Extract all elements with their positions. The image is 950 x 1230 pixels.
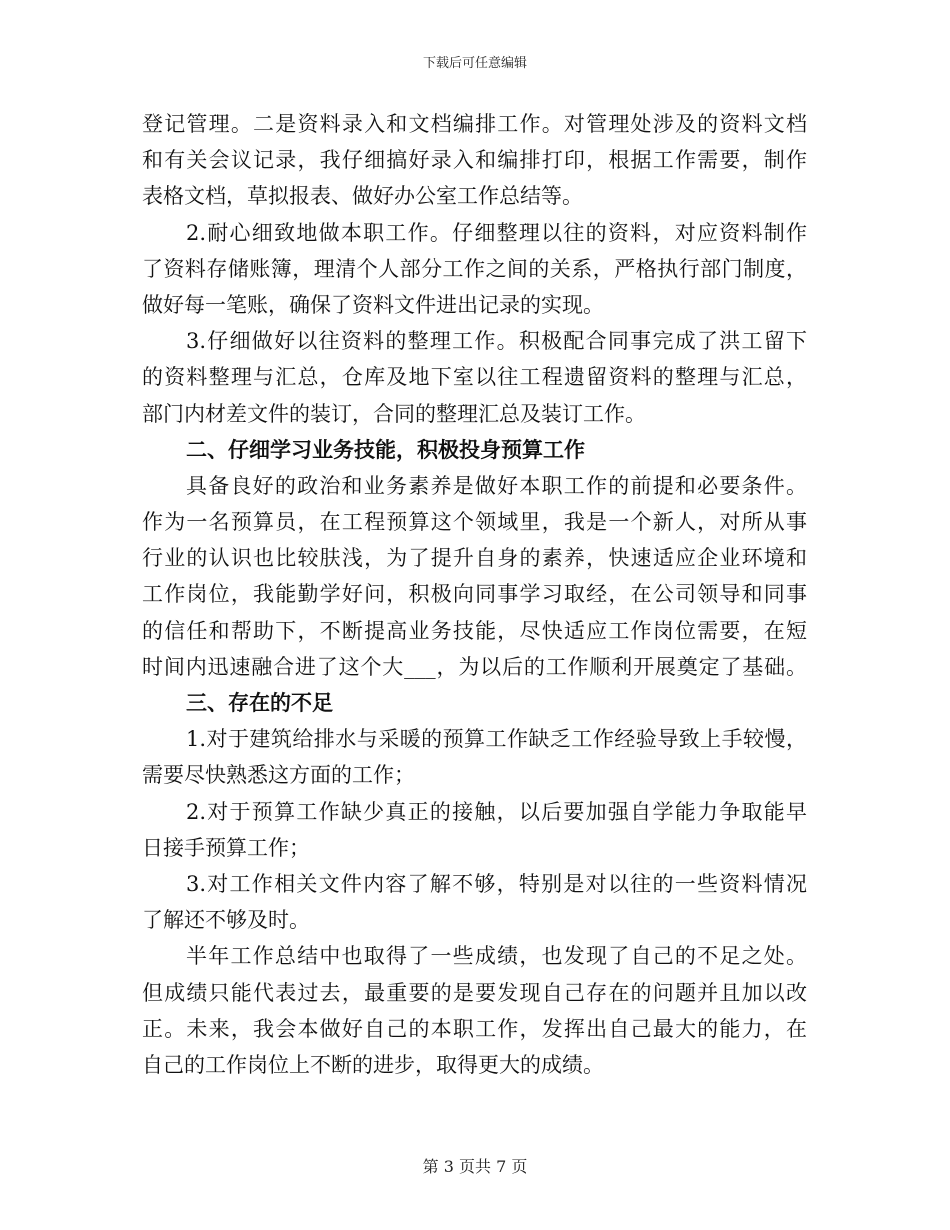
paragraph-line: 表格文档，草拟报表、做好办公室工作总结等。	[142, 184, 583, 209]
paragraph-line: 2.对于预算工作缺少真正的接触，以后要加强自学能力争取能早	[186, 799, 807, 824]
paragraph-line: 的信任和帮助下，不断提高业务技能，尽快适应工作岗位需要，在短	[142, 618, 807, 643]
paragraph-line: 自己的工作岗位上不断的进步，取得更大的成绩。	[142, 1052, 604, 1077]
paragraph-line: 正。未来，我会本做好自己的本职工作，发挥出自己最大的能力，在	[142, 1016, 807, 1041]
paragraph-line: 1.对于建筑给排水与采暖的预算工作缺乏工作经验导致上手较慢，	[186, 727, 807, 752]
paragraph-line: 具备良好的政治和业务素养是做好本职工作的前提和必要条件。	[186, 473, 807, 498]
paragraph-line: 但成绩只能代表过去，最重要的是要发现自己存在的问题并且加以改	[142, 980, 807, 1005]
paragraph-line: 3.对工作相关文件内容了解不够，特别是对以往的一些资料情况	[186, 871, 807, 896]
paragraph-line: 了资料存储账簿，理清个人部分工作之间的关系，严格执行部门制度，	[142, 256, 807, 281]
paragraph-line: 的资料整理与汇总，仓库及地下室以往工程遗留资料的整理与汇总，	[142, 365, 807, 390]
paragraph-line: 了解还不够及时。	[142, 908, 310, 933]
paragraph-line: 和有关会议记录，我仔细搞好录入和编排打印，根据工作需要，制作	[142, 148, 807, 173]
section-heading: 三、存在的不足	[186, 690, 333, 715]
paragraph-line: 行业的认识也比较肤浅，为了提升自身的素养，快速适应企业环境和	[142, 546, 807, 571]
paragraph-line: 做好每一笔账，确保了资料文件进出记录的实现。	[142, 292, 604, 317]
paragraph-line: 部门内材差文件的装订，合同的整理汇总及装订工作。	[142, 401, 646, 426]
paragraph-line: 登记管理。二是资料录入和文档编排工作。对管理处涉及的资料文档	[142, 112, 807, 136]
section-heading: 二、仔细学习业务技能，积极投身预算工作	[186, 436, 585, 462]
paragraph-line: 工作岗位，我能勤学好问，积极向同事学习取经，在公司领导和同事	[142, 582, 807, 607]
page-footer: 第 3 页共 7 页	[422, 1157, 528, 1176]
document-body	[142, 106, 807, 1083]
paragraph-line: 日接手预算工作；	[142, 835, 310, 860]
page-header: 下载后可任意编辑	[422, 56, 527, 71]
paragraph-line: 需要尽快熟悉这方面的工作；	[142, 763, 415, 788]
paragraph-line: 3.仔细做好以往资料的整理工作。积极配合同事完成了洪工留下	[186, 329, 807, 354]
paragraph-line: 半年工作总结中也取得了一些成绩，也发现了自己的不足之处。	[186, 944, 807, 969]
paragraph-line: 时间内迅速融合进了这个大___，为以后的工作顺利开展奠定了基础。	[142, 654, 807, 679]
paragraph-line: 2.耐心细致地做本职工作。仔细整理以往的资料，对应资料制作	[186, 220, 807, 245]
paragraph-line: 作为一名预算员，在工程预算这个领域里，我是一个新人，对所从事	[142, 510, 807, 535]
